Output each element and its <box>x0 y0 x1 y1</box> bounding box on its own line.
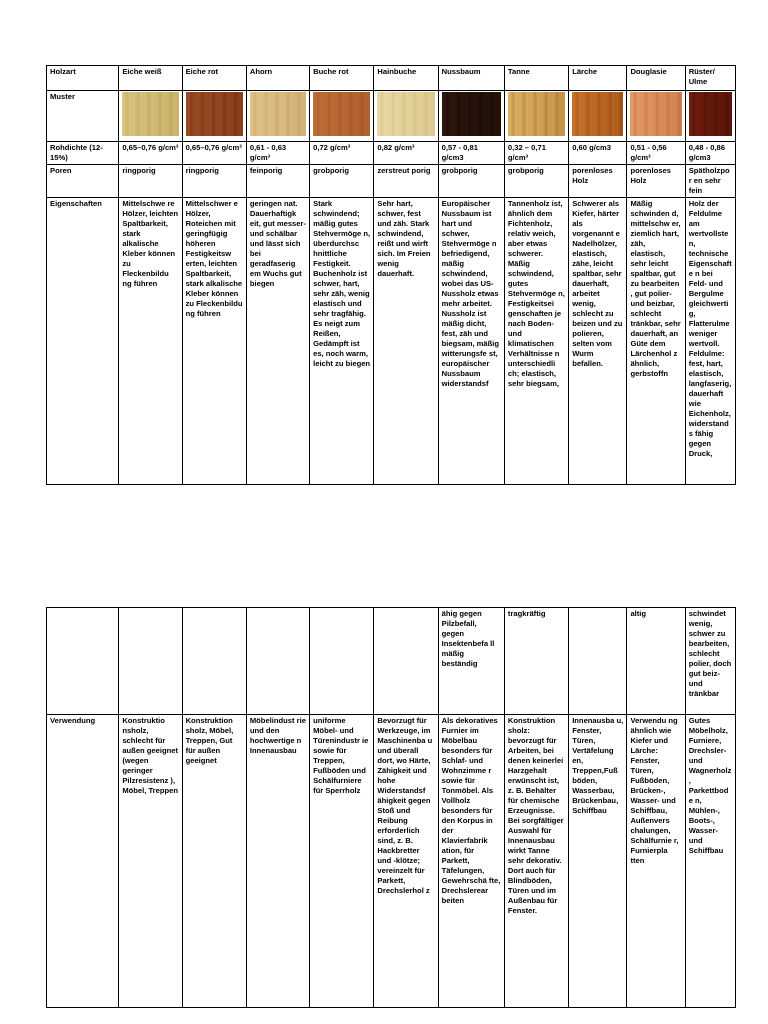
properties-cell: Schwerer als Kiefer, härter als vorgenannt e Nadelhölzer, elastisch, zähe, leicht spaltbar, sehr dauerhaft, arbeitet wenig, schlecht zu beizen und zu polieren, selten vom Wurm befallen. <box>569 198 627 485</box>
row-label-muster: Muster <box>47 91 119 142</box>
wood-swatch-image <box>250 92 306 136</box>
swatch-cell <box>374 91 438 142</box>
row-verwendung <box>47 715 736 1008</box>
continued-cell: schwindet wenig, schwer zu bearbeiten, schlecht polier, doch gut beiz- und tränkbar <box>685 608 735 715</box>
continued-cell <box>47 608 119 715</box>
pores-cell: Spätholzpor en sehr fein <box>685 165 735 198</box>
properties-cell: Tannenholz ist, ähnlich dem Fichtenholz, relativ weich, aber etwas schwerer. Mäßig schwindend, gutes Stehvermöge n, Festigkeitsei genschaften je nach Boden- und klimatischen Verhältnisse n unterschiedli ch; elastisch, sehr biegsam, <box>504 198 568 485</box>
usage-cell: Konstruktio nsholz, schlecht für außen geeignet (wegen geringer Pilzresistenz ), Möbel, Treppen <box>119 715 182 1008</box>
row-rohdichte <box>47 142 736 165</box>
row-eigenschaften-continued <box>47 608 736 715</box>
wood-table-2 <box>46 607 736 1008</box>
swatch-cell <box>685 91 735 142</box>
density-cell: 0,61 - 0,63 g/cm³ <box>246 142 309 165</box>
row-label-eigenschaften: Eigenschaften <box>47 198 119 485</box>
swatch-cell <box>438 91 504 142</box>
wood-swatch-image <box>122 92 178 136</box>
continued-cell <box>119 608 182 715</box>
properties-cell: Europäischer Nussbaum ist hart und schwer, Stehvermöge n befriedigend, mäßig schwindend, wobei das US-Nussholz etwas mehr arbeitet. Nussholz ist mäßig dicht, fest, zäh und biegsam, mäßig witterungsfe st, europäischer Nussbaum widerstandsf <box>438 198 504 485</box>
usage-cell: Verwendu ng ähnlich wie Kiefer und Lärche: Fenster, Türen, Fußböden, Brücken-, Wasser- und Schiffbau, Außenvers chalungen, Schälfurnie r, Furnierpla tten <box>627 715 685 1008</box>
usage-cell: uniforme Möbel- und Türenindustr ie sowie für Treppen, Fußböden und Schälfurniere für Sperrholz <box>310 715 374 1008</box>
wood-swatch-image <box>442 92 501 136</box>
wood-swatch-image <box>630 92 681 136</box>
header-cell: Buche rot <box>310 66 374 91</box>
continued-cell: tragkräftig <box>504 608 568 715</box>
density-cell: 0,48 - 0,86 g/cm3 <box>685 142 735 165</box>
header-cell: Ahorn <box>246 66 309 91</box>
swatch-cell <box>310 91 374 142</box>
density-cell: 0,82 g/cm³ <box>374 142 438 165</box>
usage-cell: Möbelindust rie und den hochwertige n Innenausbau <box>246 715 309 1008</box>
row-label-verwendung: Verwendung <box>47 715 119 1008</box>
row-eigenschaften <box>47 198 736 485</box>
density-cell: 0,32 – 0,71 g/cm³ <box>504 142 568 165</box>
usage-cell: Innenausba u, Fenster, Türen, Vertäfelung en, Treppen,Fuß böden, Wasserbau, Brückenbau, Schiffbau <box>569 715 627 1008</box>
header-cell: Nussbaum <box>438 66 504 91</box>
usage-cell: Als dekoratives Furnier im Möbelbau besonders für Schlaf- und Wohnzimme r sowie für Tonmöbel. Als Vollholz besonders für den Korpus in der Klavierfabrik ation, für Parkett, Täfelungen, Gewehrschä fte, Drechslerear beiten <box>438 715 504 1008</box>
row-poren <box>47 165 736 198</box>
continued-cell: altig <box>627 608 685 715</box>
swatch-cell <box>627 91 685 142</box>
properties-cell: Mittelschwe re Hölzer, leichten Spaltbarkeit, stark alkalische Kleber können zu Fleckenbildu ng führen <box>119 198 182 485</box>
continued-cell: ähig gegen Pilzbefall, gegen Insektenbefa ll mäßig beständig <box>438 608 504 715</box>
wood-swatch-image <box>186 92 243 136</box>
swatch-cell <box>246 91 309 142</box>
density-cell: 0,65–0,76 g/cm³ <box>182 142 246 165</box>
header-cell: Tanne <box>504 66 568 91</box>
pores-cell: grobporig <box>504 165 568 198</box>
header-cell: Hainbuche <box>374 66 438 91</box>
pores-cell: zerstreut porig <box>374 165 438 198</box>
row-holzart <box>47 66 736 91</box>
wood-swatch-image <box>508 92 565 136</box>
pores-cell: ringporig <box>182 165 246 198</box>
usage-cell: Konstruktion sholz, Möbel, Treppen, Gut für außen geeignet <box>182 715 246 1008</box>
density-cell: 0,57 - 0,81 g/cm3 <box>438 142 504 165</box>
density-cell: 0,60 g/cm3 <box>569 142 627 165</box>
swatch-cell <box>569 91 627 142</box>
pores-cell: porenloses Holz <box>627 165 685 198</box>
wood-table-page-2 <box>46 607 736 1008</box>
properties-cell: Stark schwindend; mäßig gutes Stehvermöge n, überdurchsc hnittliche Festigkeit. Buchenholz ist schwer, hart, sehr zäh, wenig elastisch und sehr tragfähig. Es neigt zum Reißen, Gedämpft ist es, noch warm, leicht zu biegen <box>310 198 374 485</box>
swatch-cell <box>504 91 568 142</box>
row-muster <box>47 91 736 142</box>
continued-cell <box>182 608 246 715</box>
properties-cell: geringen nat. Dauerhaftigk eit, gut messer- und schälbar und lässt sich bei geradfaserig em Wuchs gut biegen <box>246 198 309 485</box>
header-cell: Eiche weiß <box>119 66 182 91</box>
row-label-holzart: Holzart <box>47 66 119 91</box>
wood-swatch-image <box>689 92 732 136</box>
wood-table-page-1 <box>46 65 736 485</box>
properties-cell: Mittelschwer e Hölzer, Roteichen mit geringfügig höheren Festigkeitsw erten, leichten Spaltbarkeit, stark alkalische Kleber können zu Fleckenbildu ng führen <box>182 198 246 485</box>
pores-cell: ringporig <box>119 165 182 198</box>
header-cell: Douglasie <box>627 66 685 91</box>
pores-cell: grobporig <box>310 165 374 198</box>
row-label-rohdichte: Rohdichte (12-15%) <box>47 142 119 165</box>
continued-cell <box>246 608 309 715</box>
density-cell: 0,51 - 0,56 g/cm³ <box>627 142 685 165</box>
continued-cell <box>374 608 438 715</box>
pores-cell: grobporig <box>438 165 504 198</box>
pores-cell: feinporig <box>246 165 309 198</box>
density-cell: 0,72 g/cm³ <box>310 142 374 165</box>
header-cell: Eiche rot <box>182 66 246 91</box>
properties-cell: Sehr hart, schwer, fest und zäh. Stark schwindend, reißt und wirft sich. Im Freien wenig dauerhaft. <box>374 198 438 485</box>
density-cell: 0,65–0,76 g/cm³ <box>119 142 182 165</box>
continued-cell <box>569 608 627 715</box>
properties-cell: Holz der Feldulme am wertvollste n, technische Eigenschafte n bei Feld- und Bergulme gleichwertig, Flatterulme weniger wertvoll. Feldulme: fest, hart, elastisch, langfaserig, dauerhaft wie Eichenholz, widerstands fähig gegen Druck, <box>685 198 735 485</box>
usage-cell: Bevorzugt für Werkzeuge, im Maschinenba u und überall dort, wo Härte, Zähigkeit und hohe Widerstandsf ähigkeit gegen Stoß und Reibung erforderlich sind, z. B. Hackbretter und -klötze; vereinzelt für Parkett, Drechslerhol z <box>374 715 438 1008</box>
pores-cell: porenloses Holz <box>569 165 627 198</box>
header-cell: Rüster/ Ulme <box>685 66 735 91</box>
properties-cell: Mäßig schwinden d, mittelschw er, ziemlich hart, zäh, elastisch, sehr leicht spaltbar, gut zu bearbeiten , gut polier- und beizbar, schlecht tränkbar, sehr dauerhaft, an Güte dem Lärchenhol z ähnlich, gerbstoffn <box>627 198 685 485</box>
usage-cell: Gutes Möbelholz, Furniere, Drechsler- und Wagnerholz, Parkettbode n, Mühlen-, Boots-, Wasser- und Schiffbau <box>685 715 735 1008</box>
header-cell: Lärche <box>569 66 627 91</box>
wood-table-1 <box>46 65 736 485</box>
wood-swatch-image <box>377 92 434 136</box>
swatch-cell <box>119 91 182 142</box>
swatch-cell <box>182 91 246 142</box>
wood-swatch-image <box>313 92 370 136</box>
usage-cell: Konstruktion sholz: bevorzugt für Arbeiten, bei denen keinerlei Harzgehalt erwünscht ist, z. B. Behälter für chemische Erzeugnisse. Bei sorgfältiger Auswahl für Innenausbau wirkt Tanne sehr dekorativ. Dort auch für Blindböden, Türen und im Außenbau für Fenster. <box>504 715 568 1008</box>
continued-cell <box>310 608 374 715</box>
wood-swatch-image <box>572 92 623 136</box>
row-label-poren: Poren <box>47 165 119 198</box>
